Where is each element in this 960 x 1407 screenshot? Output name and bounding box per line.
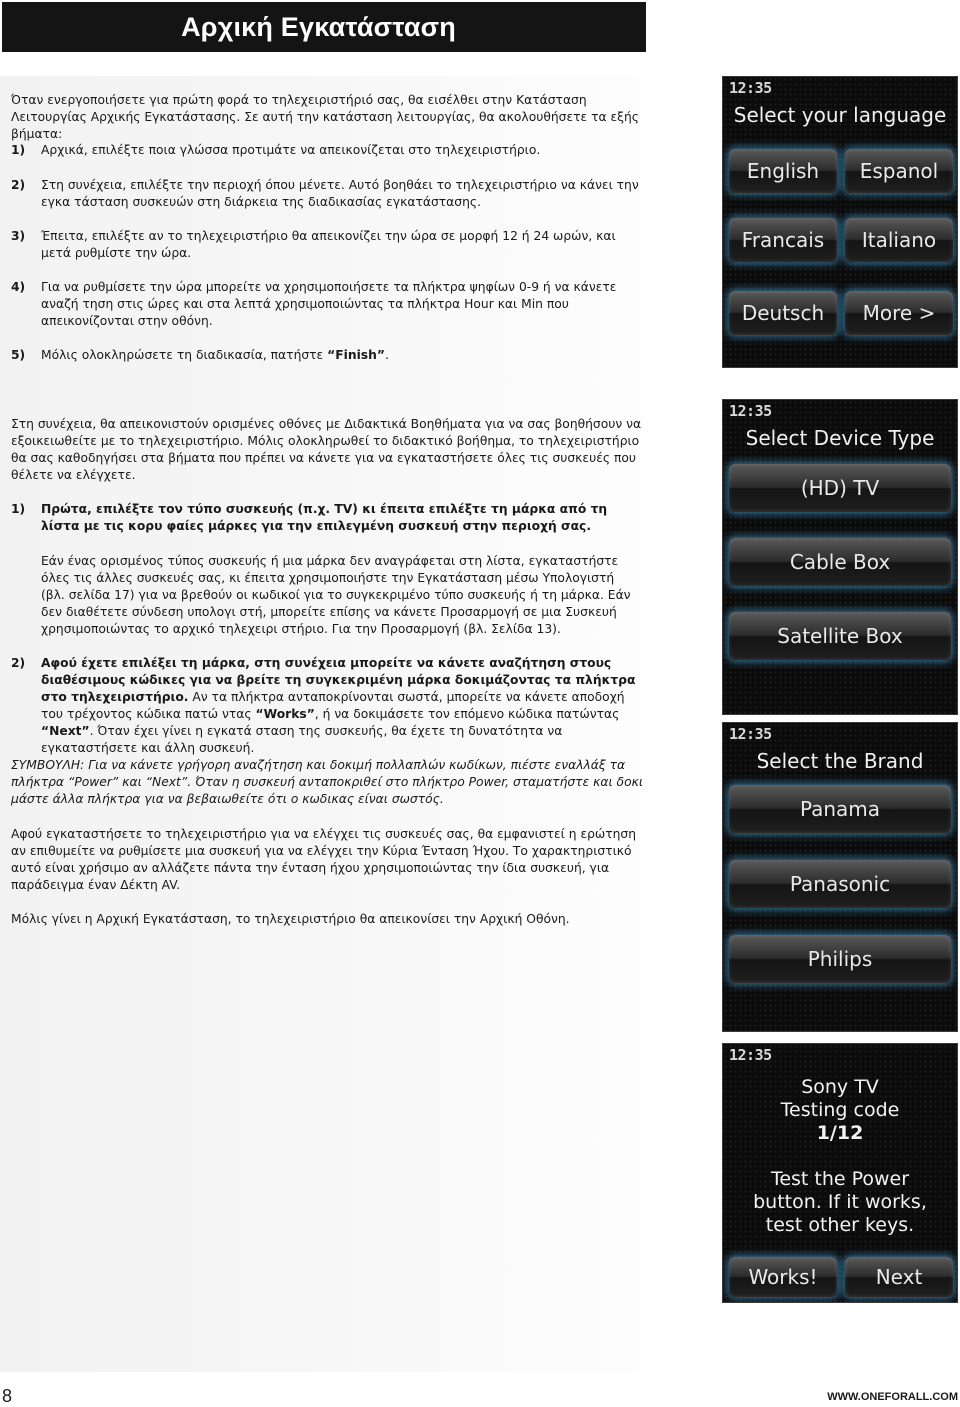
step-text-pre: Μόλις ολοκληρώσετε τη διαδικασία, πατήστε — [41, 348, 328, 362]
step-text: Για να ρυθμίσετε την ώρα μπορείτε να χρησιμοποιήσετε τα πλήκτρα ψηφίων 0-9 ή να κάνετε αναζή τηση στις ώρες και στα λεπτά χρησιμοποιώντας τα πλήκτρα Hour και Min που απεικονίζονται στην οθόνη. — [41, 280, 617, 328]
step-rest-a: Αν τα πλήκτρα ανταποκρίνονται σωστά, μπορείτε να κάνετε αποδοχή του τρέχοντος κώδικα πατώ ντας — [41, 690, 625, 721]
title-bar — [2, 2, 646, 52]
tip-paragraph: ΣΥΜΒΟΥΛΗ: Για να κάνετε γρήγορη αναζήτηση και δοκιμή πολλαπλών κωδίκων, πιέστε εναλλάξ τα πλήκτρα “Power” και “Next”. Όταν η συσκευή ανταποκριθεί στο πλήκτρο Power, σταματήστε και δοκι μάστε άλλα πλήκτρα για να βεβαιωθείτε ότι ο κωδικας είναι σωστός. — [11, 758, 644, 806]
step-number: 2) — [11, 656, 26, 670]
next-button[interactable]: Next — [845, 1257, 953, 1297]
page-title: Αρχική Εγκατάσταση — [181, 11, 456, 42]
instruction-line-2: button. If it works, — [753, 1191, 927, 1213]
testing-code-label: Testing code — [780, 1099, 900, 1121]
clock: 12:35 — [729, 79, 772, 97]
english-button[interactable]: English — [729, 149, 837, 193]
intro-paragraph: Όταν ενεργοποιήσετε για πρώτη φορά το τηλεχειριστήριό σας, θα εισέλθει στην Κατάσταση Λειτουργίας Αρχικής Εγκατάστασης. Σε αυτή την κατάσταση λειτουργίας, θα ακολουθήσετε τα εξής βήματα: — [11, 93, 639, 141]
panasonic-button[interactable]: Panasonic — [729, 860, 951, 908]
step-text: Στη συνέχεια, επιλέξτε την περιοχή όπου μένετε. Αυτό βοηθάει το τηλεχειριστήριο να κάνει την εγκα τάσταση συσκευών στη διάρκεια της διαδικασίας εγκατάστασης. — [41, 178, 639, 209]
hd-tv-button[interactable]: (HD) TV — [729, 464, 951, 512]
philips-button[interactable]: Philips — [729, 935, 951, 983]
brand-screen — [722, 722, 958, 1032]
espanol-button[interactable]: Espanol — [845, 149, 953, 193]
tutorial-intro: Στη συνέχεια, θα απεικονιστούν ορισμένες οθόνες με Διδακτικά Βοηθήματα για να σας βοηθήσουν να εξοικειωθείτε με το τηλεχειριστήριο. Μόλις ολοκληρωθεί το διδακτικό βοήθημα, το τηλεχειριστήριο θα σας καθοδηγήσει στα βήματα που πρέπει να κάνετε για να εγκαταστήσετε όλες τις συσκευές που θέλετε να ελέγχετε. — [11, 417, 642, 482]
instruction-line-1: Test the Power — [770, 1168, 910, 1190]
step-text — [41, 655, 641, 757]
step-number: 1) — [11, 143, 26, 157]
next-label: “Next” — [41, 724, 90, 738]
step-text-post: . — [384, 348, 389, 362]
more-button[interactable]: More > — [845, 291, 953, 335]
testing-code-screen — [722, 1043, 958, 1303]
step-text: Αρχικά, επιλέξτε ποια γλώσσα προτιμάτε να απεικονίζεται στο τηλεχειριστήριο. — [41, 143, 541, 157]
device-type-screen — [722, 399, 958, 715]
step-rest-c: . Όταν έχει γίνει η εγκατά σταση της συσκευής, θα έχετε τη δυνατότητα να εγκαταστήσετε και άλλη συσκευή. — [41, 724, 563, 755]
finish-label: “Finish” — [327, 348, 385, 362]
panama-button[interactable]: Panama — [729, 785, 951, 833]
step-number: 5) — [11, 348, 26, 362]
screen-title: Select the Brand — [756, 749, 924, 773]
clock: 12:35 — [729, 725, 772, 743]
language-screen — [722, 76, 958, 368]
cable-box-button[interactable]: Cable Box — [729, 538, 951, 586]
code-counter: 1/12 — [816, 1122, 864, 1144]
step-rest-b: , ή να δοκιμάσετε τον επόμενο κώδικα πατώντας — [314, 707, 620, 721]
step-number: 4) — [11, 280, 26, 294]
step-number: 1) — [11, 502, 26, 516]
deutsch-button[interactable]: Deutsch — [729, 291, 837, 335]
clock: 12:35 — [729, 1046, 772, 1064]
volume-note: Αφού εγκαταστήσετε το τηλεχειριστήριο για να ελέγχει τις συσκευές σας, θα εμφανιστεί η ερώτηση αν επιθυμείτε να ρυθμίσετε μια συσκευή για να ελέγχει την Κύρια Ένταση Ήχου. Το χαρακτηριστικό αυτό είναι χρήσιμο αν αλλάζετε πάντα την ένταση ήχου χρησιμοποιώντας την ίδια συσκευή, για παράδειγμα έναν Δέκτη AV. — [11, 827, 636, 892]
page-number: 8 — [2, 1386, 13, 1406]
website-url: WWW.ONEFORALL.COM — [827, 1391, 958, 1403]
italiano-button[interactable]: Italiano — [845, 218, 953, 262]
satellite-box-button[interactable]: Satellite Box — [729, 612, 951, 660]
instruction-line-3: test other keys. — [765, 1214, 915, 1236]
step-text — [41, 347, 641, 364]
works-label: “Works” — [255, 707, 315, 721]
screen-title: Select your language — [733, 103, 947, 127]
device-name: Sony TV — [801, 1076, 879, 1098]
step-bold-text: Αφού έχετε επιλέξει τη μάρκα, στη συνέχεια μπορείτε να κάνετε αναζήτηση στους διαθέσιμους κώδικες για να βρείτε τη συγκεκριμένη μάρκα δοκιμάζοντας τα πλήκτρα στο τηλεχειριστήριο. — [41, 656, 636, 704]
francais-button[interactable]: Francais — [729, 218, 837, 262]
step-text: Πρώτα, επιλέξτε τον τύπο συσκευής (π.χ. TV) κι έπειτα επιλέξτε τη μάρκα από τη λίστα με τις κορυ φαίες μάρκες για την επιλεγμένη συσκευή στην περιοχή σας. — [41, 502, 608, 533]
step-number: 2) — [11, 178, 26, 192]
works-button[interactable]: Works! — [729, 1257, 837, 1297]
final-note: Μόλις γίνει η Αρχική Εγκατάσταση, το τηλεχειριστήριο θα απεικονίσει την Αρχική Οθόνη. — [11, 912, 570, 926]
step-text: Έπειτα, επιλέξτε αν το τηλεχειριστήριο θα απεικονίζει την ώρα σε μορφή 12 ή 24 ωρών, και μετά ρυθμίστε την ώρα. — [41, 229, 616, 260]
step-number: 3) — [11, 229, 26, 243]
not-listed-paragraph: Εάν ένας ορισμένος τύπος συσκευής ή μια μάρκα δεν αναγράφεται στη λίστα, εγκαταστήστε όλες τις άλλες συσκευές σας, κι έπειτα χρησιμοποιήστε την Εγκατάσταση μέσω Υπολογιστή (βλ. σελίδα 17) για να βρεθούν οι κωδικοί για το συγκεκριμένο τύπο συσκευής ή τη μάρκα. Εάν δεν διαθέτετε σύνδεση υπολογι στή, μπορείτε επίσης να κάνετε Προσαρμογή σε μια Συσκευή χρησιμοποιώντας το αρχικό τηλεχειρι στήριο. Για την Προσαρμογή (βλ. Σελίδα 13). — [41, 554, 631, 636]
clock: 12:35 — [729, 402, 772, 420]
screen-title: Select Device Type — [745, 426, 935, 450]
